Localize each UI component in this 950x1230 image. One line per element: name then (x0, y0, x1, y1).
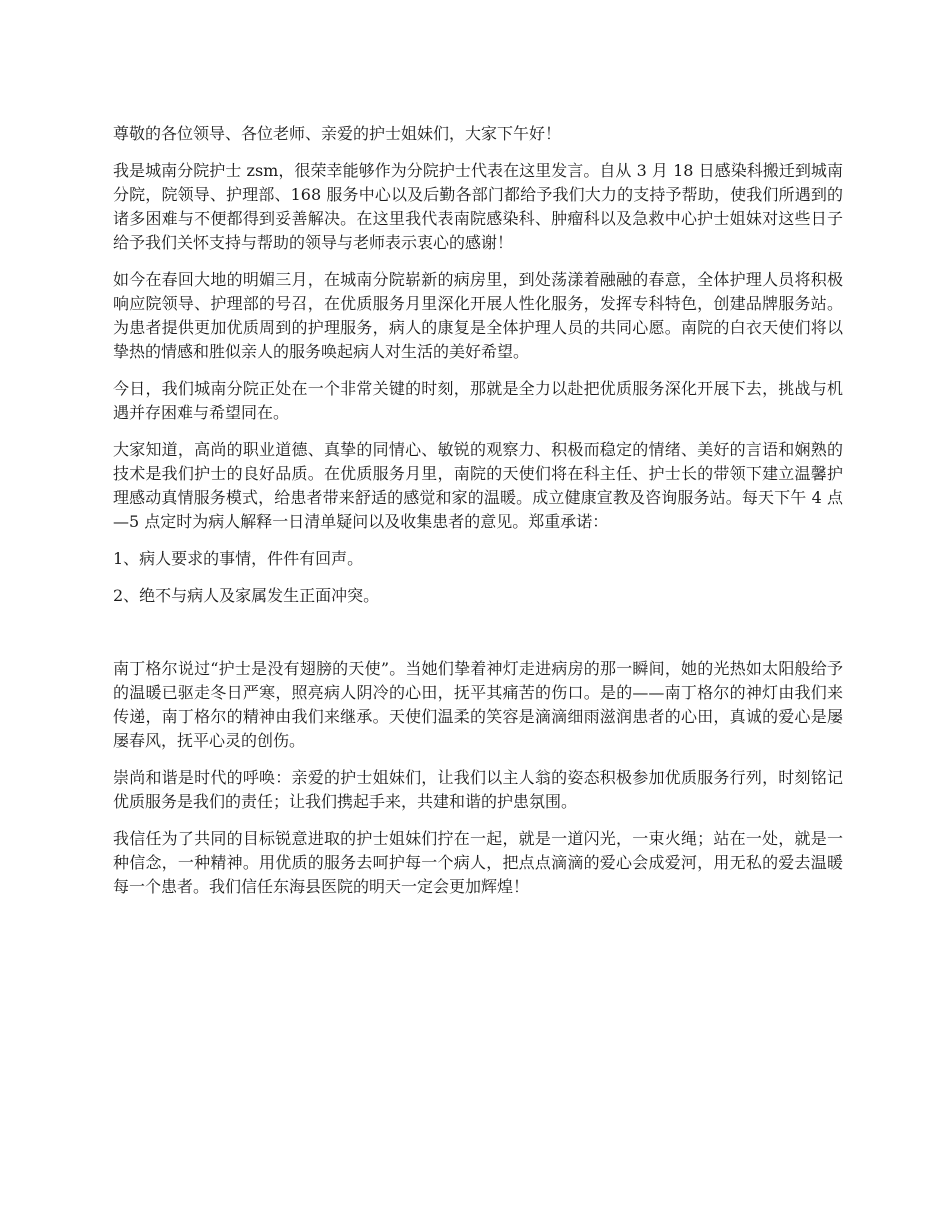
spring-paragraph: 如今在春回大地的明媚三月，在城南分院崭新的病房里，到处荡漾着融融的春意，全体护理人员将积极响应院领导、护理部的号召，在优质服务月里深化开展人性化服务，发挥专科特色，创建品牌服务站。为患者提供更加优质周到的护理服务，病人的康复是全体护理人员的共同心愿。南院的白衣天使们将以挚热的情感和胜似亲人的服务唤起病人对生活的美好希望。 (113, 270, 843, 361)
promise-item-2: 2、绝不与病人及家属发生正面冲突。 (113, 586, 380, 605)
nurse-qualities-paragraph: 大家知道，高尚的职业道德、真挚的同情心、敏锐的观察力、积极而稳定的情绪、美好的言语和娴熟的技术是我们护士的良好品质。在优质服务月里，南院的天使们将在科主任、护士长的带领下建立温馨护理感动真情服务模式，给患者带来舒适的感觉和家的温暖。成立健康宣教及咨询服务站。每天下午 4 点—5 点定时为病人解释一日清单疑问以及收集患者的意见。郑重承诺： (113, 440, 843, 531)
closing-paragraph: 我信任为了共同的目标锐意进取的护士姐妹们拧在一起，就是一道闪光，一束火绳；站在一处，就是一种信念，一种精神。用优质的服务去呵护每一个病人，把点点滴滴的爱心会成爱河，用无私的爱去温暖每一个患者。我们信任东海县医院的明天一定会更加辉煌！ (113, 829, 843, 896)
speech-body (113, 122, 843, 912)
introduction-paragraph: 我是城南分院护士 zsm，很荣幸能够作为分院护士代表在这里发言。自从 3 月 18 日感染科搬迁到城南分院，院领导、护理部、168 服务中心以及后勤各部门都给予我们大力的支持予帮助，使我们所遇到的诸多困难与不便都得到妥善解决。在这里我代表南院感染科、肿瘤科以及急救中心护士姐妹对这些日子给予我们关怀支持与帮助的领导与老师表示衷心的感谢！ (113, 161, 843, 252)
harmony-paragraph: 崇尚和谐是时代的呼唤：亲爱的护士姐妹们，让我们以主人翁的姿态积极参加优质服务行列，时刻铭记优质服务是我们的责任；让我们携起手来，共建和谐的护患氛围。 (113, 768, 843, 811)
critical-moment-paragraph: 今日，我们城南分院正处在一个非常关键的时刻，那就是全力以赴把优质服务深化开展下去，挑战与机遇并存困难与希望同在。 (113, 379, 843, 422)
nightingale-paragraph: 南丁格尔说过“护士是没有翅膀的天使”。当她们挚着神灯走进病房的那一瞬间，她的光热如太阳般给予的温暖已驱走冬日严寒，照亮病人阴冷的心田，抚平其痛苦的伤口。是的——南丁格尔的神灯由我们来传递，南丁格尔的精神由我们来继承。天使们温柔的笑容是滴滴细雨滋润患者的心田，真诚的爱心是屡屡春风，抚平心灵的创伤。 (113, 659, 843, 750)
greeting-paragraph: 尊敬的各位领导、各位老师、亲爱的护士姐妹们，大家下午好！ (113, 124, 562, 143)
promise-item-1: 1、病人要求的事情，件件有回声。 (113, 549, 364, 568)
blank-gap (113, 621, 843, 657)
